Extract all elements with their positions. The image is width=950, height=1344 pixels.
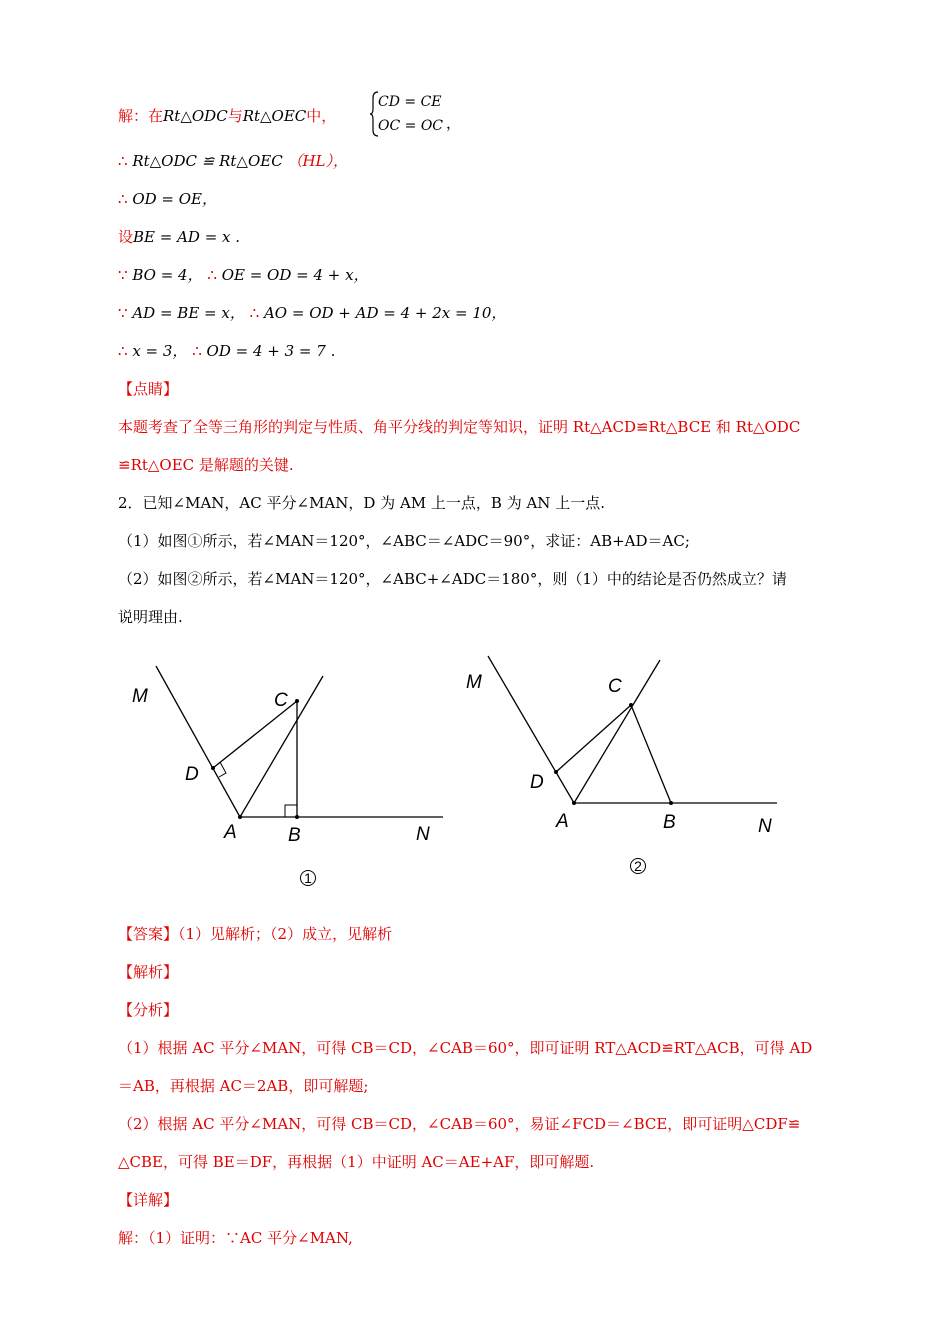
equation-od-value: OD = 4 + 3 = 7 . <box>206 342 336 360</box>
solution-line-1 <box>118 106 336 126</box>
label-c: C <box>274 690 288 711</box>
equation-be-ad: BE = AD = x . <box>133 228 241 246</box>
set-label: 设 <box>118 228 134 246</box>
solution-line-7 <box>118 341 335 361</box>
analysis-subheading: 【分析】 <box>118 1001 179 1019</box>
segment-dc <box>213 701 297 768</box>
solution-prefix: 解：在 <box>118 107 164 125</box>
point-b <box>669 801 673 805</box>
problem-2-part-2-line-2: 说明理由. <box>118 608 183 626</box>
solution-line-4 <box>118 227 240 247</box>
label-a: A <box>224 822 237 843</box>
because-symbol: ∵ <box>118 266 128 284</box>
segment-dc <box>556 705 631 772</box>
figure-1 <box>120 660 460 895</box>
solution-line-3 <box>118 189 217 209</box>
caption-1: 1 <box>304 870 312 886</box>
point-a <box>238 815 242 819</box>
answer-text: （1）见解析；（2）成立，见解析 <box>178 925 393 943</box>
detail-body: ∵AC 平分∠MAN, <box>225 1229 353 1247</box>
point-b <box>295 815 299 819</box>
triangle-odc: Rt△ODC <box>163 107 228 125</box>
label-c: C <box>608 676 622 697</box>
problem-2-part-2-line-1: （2）如图②所示，若∠MAN＝120°，∠ABC+∠ADC＝180°，则（1）中的结论是否仍然成立？请 <box>118 570 787 588</box>
equation-oe-od: OE = OD = 4 + x， <box>221 266 369 284</box>
therefore-symbol: ∴ <box>249 304 260 322</box>
point-c <box>629 703 633 707</box>
therefore-symbol: ∴ <box>118 190 128 208</box>
equation-cd-ce: CD = CE <box>378 94 442 110</box>
comment-line-1: 本题考查了全等三角形的判定与性质、角平分线的判定等知识，证明 Rt△ACD≌Rt△BCE 和 Rt△ODC <box>118 418 801 436</box>
equation-od-oe: OD = OE， <box>132 190 218 208</box>
equation-bo: BO = 4， <box>132 266 203 284</box>
comment-heading: 【点睛】 <box>118 380 179 398</box>
label-m: M <box>466 672 482 693</box>
comment-line-2: ≌Rt△OEC 是解题的关键. <box>118 456 294 474</box>
therefore-symbol: ∴ <box>192 342 202 360</box>
point-a <box>572 801 576 805</box>
label-d: D <box>185 764 199 785</box>
hl-reason: （HL）， <box>287 152 349 170</box>
label-m: M <box>132 686 148 707</box>
conjunction: 与 <box>227 107 243 125</box>
label-b: B <box>288 825 301 846</box>
therefore-symbol: ∴ <box>118 342 128 360</box>
equation-system <box>370 90 460 138</box>
therefore-symbol: ∴ <box>118 152 128 170</box>
label-n: N <box>758 816 772 837</box>
right-angle-d <box>219 762 226 777</box>
answer-label: 【答案】 <box>118 925 179 943</box>
right-angle-b <box>285 805 297 817</box>
caption-2: 2 <box>634 858 642 874</box>
point-c <box>295 699 299 703</box>
analysis-heading: 【解析】 <box>118 963 179 981</box>
problem-2-stem: 2．已知∠MAN，AC 平分∠MAN，D 为 AM 上一点，B 为 AN 上一点. <box>118 494 605 512</box>
solution-line-2 <box>118 151 348 171</box>
analysis-p1-line-1: （1）根据 AC 平分∠MAN，可得 CB＝CD，∠CAB＝60°，即可证明 RT△ACD≌RT△ACB，可得 AD <box>118 1039 813 1057</box>
detail-line-1 <box>118 1228 353 1248</box>
analysis-p2-line-1: （2）根据 AC 平分∠MAN，可得 CB＝CD，∠CAB＝60°，易证∠FCD＝∠BCE，即可证明△CDF≌ <box>118 1115 801 1133</box>
equation-ao: AO = OD + AD = 4 + 2x = 10， <box>263 304 507 322</box>
equation-comma: ， <box>446 114 462 132</box>
in-label: 中， <box>306 107 337 125</box>
detail-prefix: 解：（1）证明： <box>118 1229 226 1247</box>
figure-2 <box>460 650 800 885</box>
solution-line-5 <box>118 265 369 285</box>
analysis-p1-line-2: ＝AB，再根据 AC＝2AB，即可解题; <box>118 1077 369 1095</box>
segment-cb <box>631 705 671 803</box>
triangle-oec: Rt△OEC <box>242 107 307 125</box>
point-d <box>554 770 558 774</box>
label-b: B <box>663 812 676 833</box>
equation-oc-oc: OC = OC <box>378 118 444 134</box>
congruence-statement: Rt△ODC ≌ Rt△OEC <box>132 152 283 170</box>
label-d: D <box>530 772 544 793</box>
detail-heading: 【详解】 <box>118 1191 179 1209</box>
ray-am <box>156 666 240 817</box>
equation-ad-be: AD = BE = x， <box>132 304 245 322</box>
label-n: N <box>416 824 430 845</box>
because-symbol: ∵ <box>118 304 128 322</box>
problem-2-part-1: （1）如图①所示，若∠MAN＝120°，∠ABC＝∠ADC＝90°，求证：AB+AD＝AC; <box>118 532 690 550</box>
point-d <box>211 766 215 770</box>
therefore-symbol: ∴ <box>207 266 217 284</box>
label-a: A <box>556 811 569 832</box>
answer-line <box>118 924 392 944</box>
analysis-p2-line-2: △CBE，可得 BE＝DF，再根据（1）中证明 AC＝AE+AF，即可解题. <box>118 1153 595 1171</box>
solution-line-6 <box>118 303 506 323</box>
equation-x: x = 3， <box>132 342 188 360</box>
